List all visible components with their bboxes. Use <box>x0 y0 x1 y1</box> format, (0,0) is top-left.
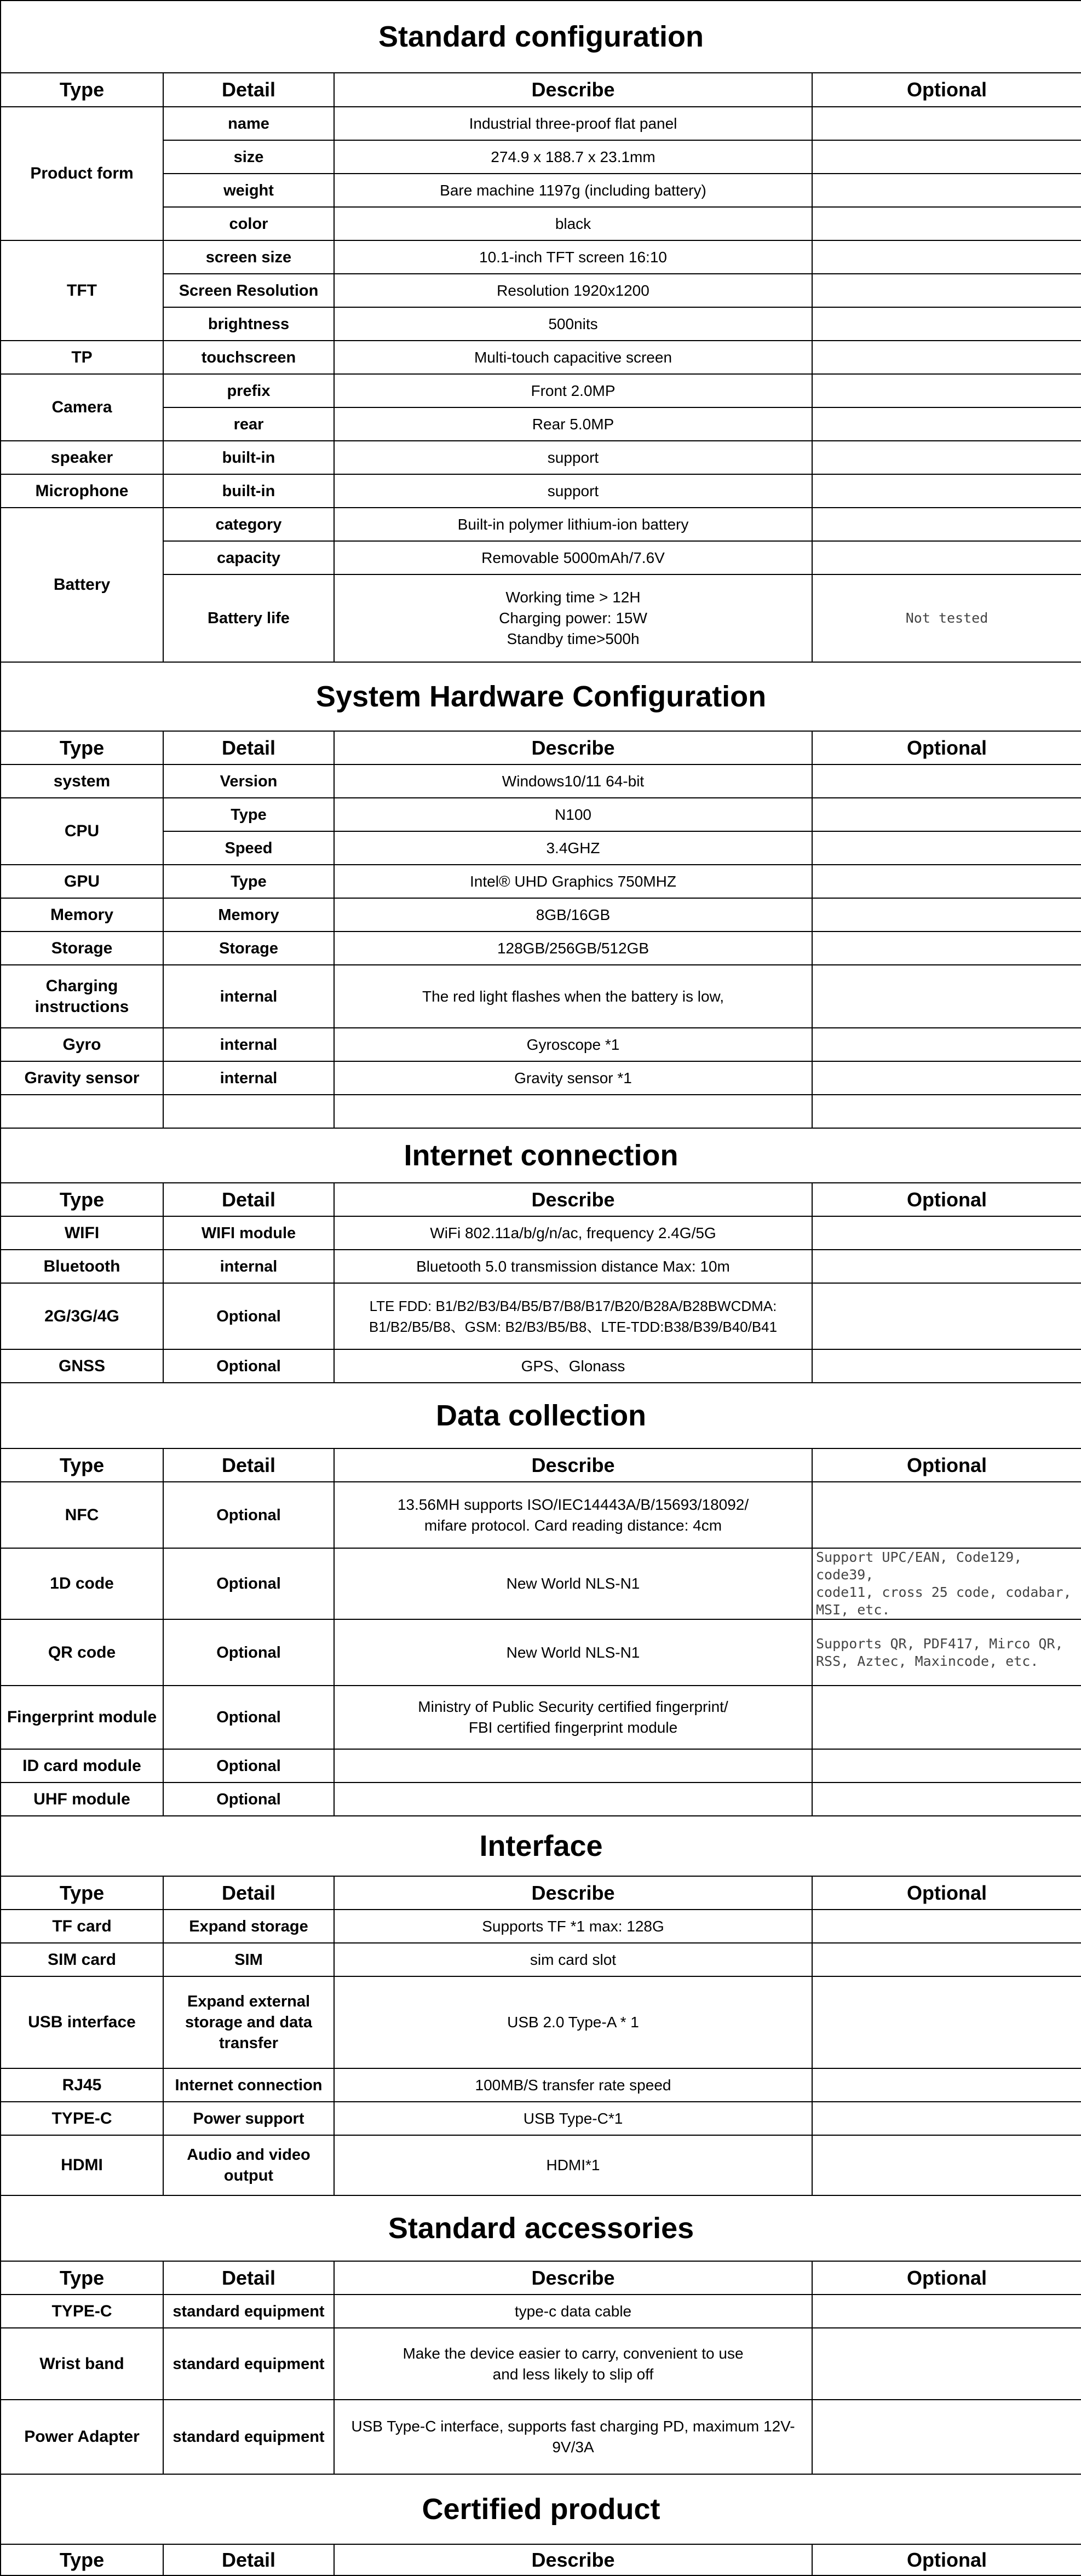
describe-cell: support <box>334 441 812 474</box>
optional-cell: Support UPC/EAN, Code129, code39, code11, cross 25 code, codabar, MSI, etc. <box>812 1548 1081 1619</box>
header-describe: Describe <box>334 1876 812 1910</box>
describe-cell: Industrial three-proof flat panel <box>334 107 812 140</box>
type-cell: Camera <box>1 374 163 441</box>
describe-cell: WiFi 802.11a/b/g/n/ac, frequency 2.4G/5G <box>334 1216 812 1250</box>
header-describe: Describe <box>334 73 812 107</box>
table-header-row <box>1 1876 1081 1910</box>
detail-cell: Battery life <box>163 574 334 662</box>
table-row <box>1 965 1081 1028</box>
header-type: Type <box>1 1876 163 1910</box>
header-optional: Optional <box>812 2544 1081 2575</box>
describe-cell: Supports TF *1 max: 128G <box>334 1910 812 1943</box>
table-row <box>1 1482 1081 1548</box>
detail-cell: internal <box>163 1028 334 1061</box>
detail-cell: SIM <box>163 1943 334 1976</box>
describe-cell: Windows10/11 64-bit <box>334 764 812 798</box>
type-cell: HDMI <box>1 2135 163 2195</box>
type-cell: 1D code <box>1 1548 163 1619</box>
optional-cell <box>812 831 1081 865</box>
table-row <box>1 1783 1081 1816</box>
detail-cell: Memory <box>163 898 334 932</box>
detail-cell: Storage <box>163 932 334 965</box>
describe-cell <box>334 1095 812 1128</box>
table-row <box>1 932 1081 965</box>
table-header-row <box>1 731 1081 764</box>
describe-cell: Gyroscope *1 <box>334 1028 812 1061</box>
section-title-hardware: System Hardware Configuration <box>1 662 1081 731</box>
type-cell: ID card module <box>1 1749 163 1783</box>
table-row <box>1 1749 1081 1783</box>
optional-cell <box>812 2068 1081 2102</box>
table-row <box>1 374 1081 407</box>
optional-cell <box>812 140 1081 174</box>
optional-cell: Not tested <box>812 574 1081 662</box>
detail-cell: capacity <box>163 541 334 574</box>
detail-cell: Optional <box>163 1283 334 1349</box>
type-cell: Wrist band <box>1 2328 163 2400</box>
describe-cell: 13.56MH supports ISO/IEC14443A/B/15693/18092/ mifare protocol. Card reading distance: 4cm <box>334 1482 812 1548</box>
header-optional: Optional <box>812 731 1081 764</box>
type-cell: TYPE-C <box>1 2295 163 2328</box>
optional-cell <box>812 1749 1081 1783</box>
header-detail: Detail <box>163 1876 334 1910</box>
describe-cell: 128GB/256GB/512GB <box>334 932 812 965</box>
detail-cell: name <box>163 107 334 140</box>
table-row <box>1 2295 1081 2328</box>
table-row <box>1 798 1081 831</box>
table-row <box>1 240 1081 274</box>
table-row <box>1 1548 1081 1619</box>
header-detail: Detail <box>163 2261 334 2295</box>
table-row <box>1 2102 1081 2135</box>
describe-cell: 8GB/16GB <box>334 898 812 932</box>
header-type: Type <box>1 2544 163 2575</box>
describe-cell: Ministry of Public Security certified fingerprint/ FBI certified fingerprint module <box>334 1686 812 1749</box>
describe-cell: 3.4GHZ <box>334 831 812 865</box>
table-row <box>1 1283 1081 1349</box>
table-header-row <box>1 1183 1081 1216</box>
detail-cell: Optional <box>163 1548 334 1619</box>
describe-cell: Make the device easier to carry, convenient to use and less likely to slip off <box>334 2328 812 2400</box>
detail-cell: Optional <box>163 1619 334 1686</box>
type-cell: USB interface <box>1 1976 163 2068</box>
header-optional: Optional <box>812 73 1081 107</box>
type-cell: Bluetooth <box>1 1250 163 1283</box>
type-cell: WIFI <box>1 1216 163 1250</box>
optional-cell <box>812 932 1081 965</box>
detail-cell: Speed <box>163 831 334 865</box>
type-cell: speaker <box>1 441 163 474</box>
type-cell: RJ45 <box>1 2068 163 2102</box>
table-header-row <box>1 1448 1081 1482</box>
describe-cell: Working time > 12H Charging power: 15W Standby time>500h <box>334 574 812 662</box>
table-row <box>1 1686 1081 1749</box>
type-cell: SIM card <box>1 1943 163 1976</box>
table-row <box>1 1095 1081 1128</box>
type-cell: TF card <box>1 1910 163 1943</box>
detail-cell: internal <box>163 1061 334 1095</box>
type-cell <box>1 1095 163 1128</box>
optional-cell <box>812 1910 1081 1943</box>
optional-cell <box>812 307 1081 341</box>
optional-cell <box>812 407 1081 441</box>
type-cell: GNSS <box>1 1349 163 1383</box>
optional-cell <box>812 1216 1081 1250</box>
type-cell: Fingerprint module <box>1 1686 163 1749</box>
header-describe: Describe <box>334 1183 812 1216</box>
detail-cell: weight <box>163 174 334 207</box>
table-row <box>1 508 1081 541</box>
table-row <box>1 2068 1081 2102</box>
describe-cell: black <box>334 207 812 240</box>
optional-cell <box>812 1482 1081 1548</box>
section-title-interface: Interface <box>1 1816 1081 1876</box>
detail-cell: Optional <box>163 1749 334 1783</box>
table-row <box>1 1061 1081 1095</box>
optional-cell <box>812 2400 1081 2474</box>
section-title-standard: Standard configuration <box>1 1 1081 73</box>
table-row <box>1 2135 1081 2195</box>
type-cell: Microphone <box>1 474 163 508</box>
detail-cell: screen size <box>163 240 334 274</box>
header-detail: Detail <box>163 2544 334 2575</box>
type-cell: NFC <box>1 1482 163 1548</box>
describe-cell: sim card slot <box>334 1943 812 1976</box>
table-header-row <box>1 2261 1081 2295</box>
type-cell: Storage <box>1 932 163 965</box>
type-cell: QR code <box>1 1619 163 1686</box>
optional-cell <box>812 1783 1081 1816</box>
table-row <box>1 474 1081 508</box>
optional-cell <box>812 764 1081 798</box>
table-row <box>1 764 1081 798</box>
optional-cell <box>812 2102 1081 2135</box>
table-row <box>1 1250 1081 1283</box>
optional-cell <box>812 2295 1081 2328</box>
detail-cell: Type <box>163 798 334 831</box>
type-cell: CPU <box>1 798 163 865</box>
describe-cell: USB Type-C*1 <box>334 2102 812 2135</box>
section-title-accessories: Standard accessories <box>1 2195 1081 2261</box>
detail-cell: Expand storage <box>163 1910 334 1943</box>
type-cell: Gravity sensor <box>1 1061 163 1095</box>
header-detail: Detail <box>163 1448 334 1482</box>
detail-cell: Expand external storage and data transfer <box>163 1976 334 2068</box>
optional-cell <box>812 1976 1081 2068</box>
detail-cell: color <box>163 207 334 240</box>
describe-cell: Built-in polymer lithium-ion battery <box>334 508 812 541</box>
table-row <box>1 2400 1081 2474</box>
table-row <box>1 1216 1081 1250</box>
table-row <box>1 1028 1081 1061</box>
type-cell: GPU <box>1 865 163 898</box>
describe-cell: HDMI*1 <box>334 2135 812 2195</box>
type-cell: Charging instructions <box>1 965 163 1028</box>
describe-cell: 10.1-inch TFT screen 16:10 <box>334 240 812 274</box>
optional-cell <box>812 1283 1081 1349</box>
describe-cell: Removable 5000mAh/7.6V <box>334 541 812 574</box>
table-row <box>1 1349 1081 1383</box>
type-cell: Battery <box>1 508 163 662</box>
optional-cell <box>812 865 1081 898</box>
describe-cell: New World NLS-N1 <box>334 1548 812 1619</box>
describe-cell: The red light flashes when the battery is low, <box>334 965 812 1028</box>
describe-cell: Bluetooth 5.0 transmission distance Max: 10m <box>334 1250 812 1283</box>
describe-cell: Multi-touch capacitive screen <box>334 341 812 374</box>
section-title-certified: Certified product <box>1 2474 1081 2544</box>
describe-cell: 100MB/S transfer rate speed <box>334 2068 812 2102</box>
describe-cell: support <box>334 474 812 508</box>
describe-cell: Bare machine 1197g (including battery) <box>334 174 812 207</box>
detail-cell: standard equipment <box>163 2328 334 2400</box>
optional-cell <box>812 508 1081 541</box>
header-describe: Describe <box>334 731 812 764</box>
optional-cell <box>812 798 1081 831</box>
table-row <box>1 2328 1081 2400</box>
type-cell: Power Adapter <box>1 2400 163 2474</box>
optional-cell <box>812 541 1081 574</box>
type-cell: Gyro <box>1 1028 163 1061</box>
type-cell: TYPE-C <box>1 2102 163 2135</box>
detail-cell: touchscreen <box>163 341 334 374</box>
table-row <box>1 1910 1081 1943</box>
table-row <box>1 865 1081 898</box>
detail-cell: rear <box>163 407 334 441</box>
optional-cell <box>812 965 1081 1028</box>
table-header-row <box>1 2544 1081 2575</box>
describe-cell: 500nits <box>334 307 812 341</box>
describe-cell: GPS、Glonass <box>334 1349 812 1383</box>
header-type: Type <box>1 1183 163 1216</box>
describe-cell: USB Type-C interface, supports fast charging PD, maximum 12V- 9V/3A <box>334 2400 812 2474</box>
type-cell: Product form <box>1 107 163 240</box>
optional-cell <box>812 1061 1081 1095</box>
detail-cell: standard equipment <box>163 2400 334 2474</box>
detail-cell: standard equipment <box>163 2295 334 2328</box>
detail-cell: prefix <box>163 374 334 407</box>
detail-cell: Optional <box>163 1686 334 1749</box>
header-type: Type <box>1 1448 163 1482</box>
section-title-internet: Internet connection <box>1 1128 1081 1183</box>
type-cell: system <box>1 764 163 798</box>
detail-cell: internal <box>163 1250 334 1283</box>
detail-cell: Optional <box>163 1349 334 1383</box>
optional-cell <box>812 1250 1081 1283</box>
optional-cell <box>812 174 1081 207</box>
optional-cell <box>812 1028 1081 1061</box>
optional-cell <box>812 898 1081 932</box>
header-detail: Detail <box>163 73 334 107</box>
describe-cell: N100 <box>334 798 812 831</box>
detail-cell: category <box>163 508 334 541</box>
optional-cell: Supports QR, PDF417, Mirco QR, RSS, Aztec, Maxincode, etc. <box>812 1619 1081 1686</box>
header-optional: Optional <box>812 2261 1081 2295</box>
detail-cell: internal <box>163 965 334 1028</box>
table-row <box>1 1619 1081 1686</box>
describe-cell <box>334 1783 812 1816</box>
describe-cell: Resolution 1920x1200 <box>334 274 812 307</box>
describe-cell <box>334 1749 812 1783</box>
describe-cell: New World NLS-N1 <box>334 1619 812 1686</box>
table-row <box>1 441 1081 474</box>
table-row <box>1 1943 1081 1976</box>
header-optional: Optional <box>812 1876 1081 1910</box>
optional-cell <box>812 1686 1081 1749</box>
header-optional: Optional <box>812 1448 1081 1482</box>
describe-cell: Front 2.0MP <box>334 374 812 407</box>
optional-cell <box>812 107 1081 140</box>
describe-cell: Gravity sensor *1 <box>334 1061 812 1095</box>
type-cell: Memory <box>1 898 163 932</box>
detail-cell: Internet connection <box>163 2068 334 2102</box>
optional-cell <box>812 207 1081 240</box>
header-describe: Describe <box>334 2544 812 2575</box>
header-detail: Detail <box>163 1183 334 1216</box>
detail-cell: built-in <box>163 441 334 474</box>
optional-cell <box>812 2135 1081 2195</box>
describe-cell: 274.9 x 188.7 x 23.1mm <box>334 140 812 174</box>
optional-cell <box>812 1349 1081 1383</box>
detail-cell: Type <box>163 865 334 898</box>
describe-cell: Intel® UHD Graphics 750MHZ <box>334 865 812 898</box>
optional-cell <box>812 474 1081 508</box>
detail-cell: brightness <box>163 307 334 341</box>
optional-cell <box>812 374 1081 407</box>
type-cell: TFT <box>1 240 163 341</box>
header-type: Type <box>1 731 163 764</box>
table-row <box>1 341 1081 374</box>
detail-cell: built-in <box>163 474 334 508</box>
header-type: Type <box>1 73 163 107</box>
table-row <box>1 107 1081 140</box>
table-row <box>1 1976 1081 2068</box>
detail-cell: Power support <box>163 2102 334 2135</box>
detail-cell: size <box>163 140 334 174</box>
header-detail: Detail <box>163 731 334 764</box>
optional-cell <box>812 274 1081 307</box>
section-title-data: Data collection <box>1 1383 1081 1448</box>
header-type: Type <box>1 2261 163 2295</box>
describe-cell: type-c data cable <box>334 2295 812 2328</box>
detail-cell: Version <box>163 764 334 798</box>
describe-cell: USB 2.0 Type-A * 1 <box>334 1976 812 2068</box>
optional-cell <box>812 2328 1081 2400</box>
detail-cell: Audio and video output <box>163 2135 334 2195</box>
detail-cell: Optional <box>163 1482 334 1548</box>
describe-cell: Rear 5.0MP <box>334 407 812 441</box>
detail-cell <box>163 1095 334 1128</box>
type-cell: UHF module <box>1 1783 163 1816</box>
type-cell: TP <box>1 341 163 374</box>
optional-cell <box>812 441 1081 474</box>
table-header-row <box>1 73 1081 107</box>
header-optional: Optional <box>812 1183 1081 1216</box>
describe-cell: LTE FDD: B1/B2/B3/B4/B5/B7/B8/B17/B20/B28A/B28BWCDMA: B1/B2/B5/B8、GSM: B2/B3/B5/B8、LTE-TDD:B38/B39/B40/B41 <box>334 1283 812 1349</box>
detail-cell: WIFI module <box>163 1216 334 1250</box>
table-row <box>1 898 1081 932</box>
detail-cell: Optional <box>163 1783 334 1816</box>
optional-cell <box>812 341 1081 374</box>
optional-cell <box>812 1095 1081 1128</box>
type-cell: 2G/3G/4G <box>1 1283 163 1349</box>
optional-cell <box>812 240 1081 274</box>
optional-cell <box>812 1943 1081 1976</box>
detail-cell: Screen Resolution <box>163 274 334 307</box>
header-describe: Describe <box>334 1448 812 1482</box>
header-describe: Describe <box>334 2261 812 2295</box>
